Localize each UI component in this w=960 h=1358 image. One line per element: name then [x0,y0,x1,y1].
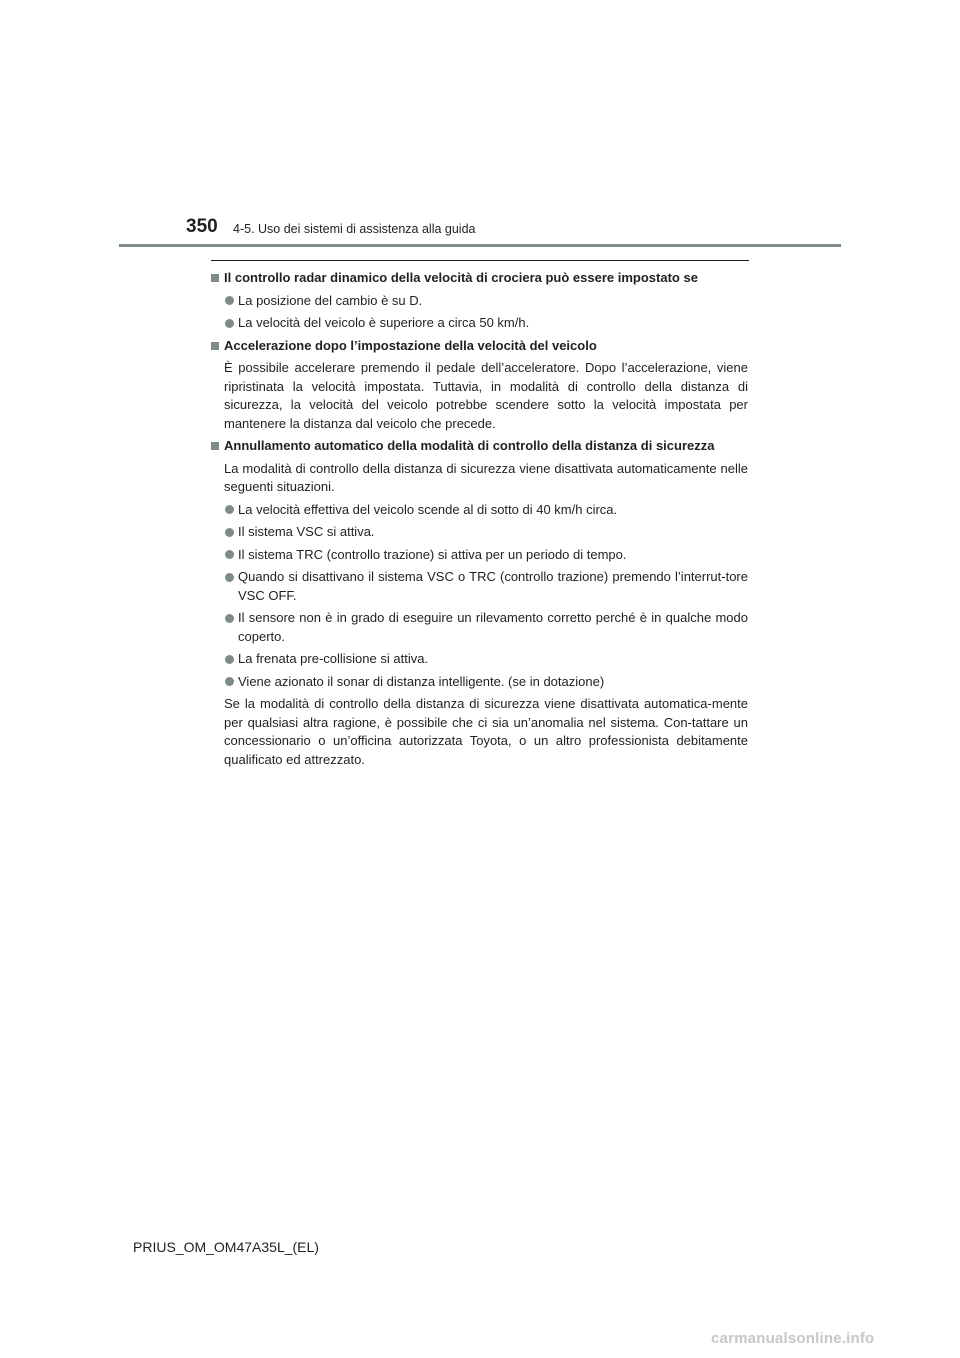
square-bullet-icon [211,342,219,350]
list-item [211,523,748,542]
list-item [211,501,748,520]
circle-bullet-icon [225,655,234,664]
list-item-text: La frenata pre-collisione si attiva. [238,651,429,666]
list-item [211,568,748,605]
circle-bullet-icon [225,528,234,537]
circle-bullet-icon [225,296,234,305]
heading-text: Annullamento automatico della modalità di controllo della distanza di sicurezza [224,438,715,453]
heading-text: Accelerazione dopo l’impostazione della velocità del veicolo [224,337,597,353]
circle-bullet-icon [225,505,234,514]
list-item-text: La velocità effettiva del veicolo scende al di sotto di 40 km/h circa. [238,501,618,517]
watermark: carmanualsonline.info [711,1330,875,1347]
section-title: 4-5. Uso dei sistemi di assistenza alla guida [233,222,476,236]
section-heading [211,437,748,456]
list-item-text: Quando si disattivano il sistema VSC o TRC (controllo trazione) premendo l’interrut-tore VSC OFF. [238,569,748,603]
paragraph: Se la modalità di controllo della distanza di sicurezza viene disattivata automatica-mente per qualsiasi altra ragione, è possibile che ci sia un’anomalia nel sistema. Con-tattare un concessionario o un’officina autorizzata Toyota, o un altro professionista debitamente qualificato ed attrezzato. [224,696,748,767]
circle-bullet-icon [225,614,234,623]
list-item-text: Il sensore non è in grado di eseguire un rilevamento corretto perché è in qualche modo coperto. [238,610,748,644]
section-heading [211,337,748,356]
list-item-text: Il sistema TRC (controllo trazione) si attiva per un periodo di tempo. [238,546,627,562]
list-item [211,650,748,669]
header-rule [119,244,841,247]
list-item [211,292,748,311]
list-item-text: Il sistema VSC si attiva. [238,524,375,539]
circle-bullet-icon [225,573,234,582]
list-item-text: La posizione del cambio è su D. [238,292,423,308]
section-heading [211,269,748,288]
list-item [211,546,748,565]
square-bullet-icon [211,442,219,450]
list-item-text: La velocità del veicolo è superiore a circa 50 km/h. [238,315,530,330]
list-item [211,609,748,646]
page-number: 350 [186,216,218,237]
square-bullet-icon [211,274,219,282]
list-item-text: Viene azionato il sonar di distanza intelligente. (se in dotazione) [238,673,605,689]
circle-bullet-icon [225,550,234,559]
heading-text: Il controllo radar dinamico della velocità di crociera può essere impostato se [224,270,698,285]
paragraph: È possibile accelerare premendo il pedale dell’acceleratore. Dopo l’accelerazione, viene ripristinata la velocità impostata. Tuttavia, in modalità di controllo della distanza di sicurezza, la velocità del veicolo potrebbe scendere sotto la velocità impostata per mantenere la distanza dal veicolo che precede. [224,360,748,431]
circle-bullet-icon [225,319,234,328]
list-item [211,673,748,692]
list-item [211,314,748,333]
page-content [211,268,748,769]
paragraph: La modalità di controllo della distanza di sicurezza viene disattivata automaticamente nelle seguenti situazioni. [224,460,748,494]
circle-bullet-icon [225,677,234,686]
content-rule [211,260,749,261]
document-code: PRIUS_OM_OM47A35L_(EL) [133,1239,319,1255]
